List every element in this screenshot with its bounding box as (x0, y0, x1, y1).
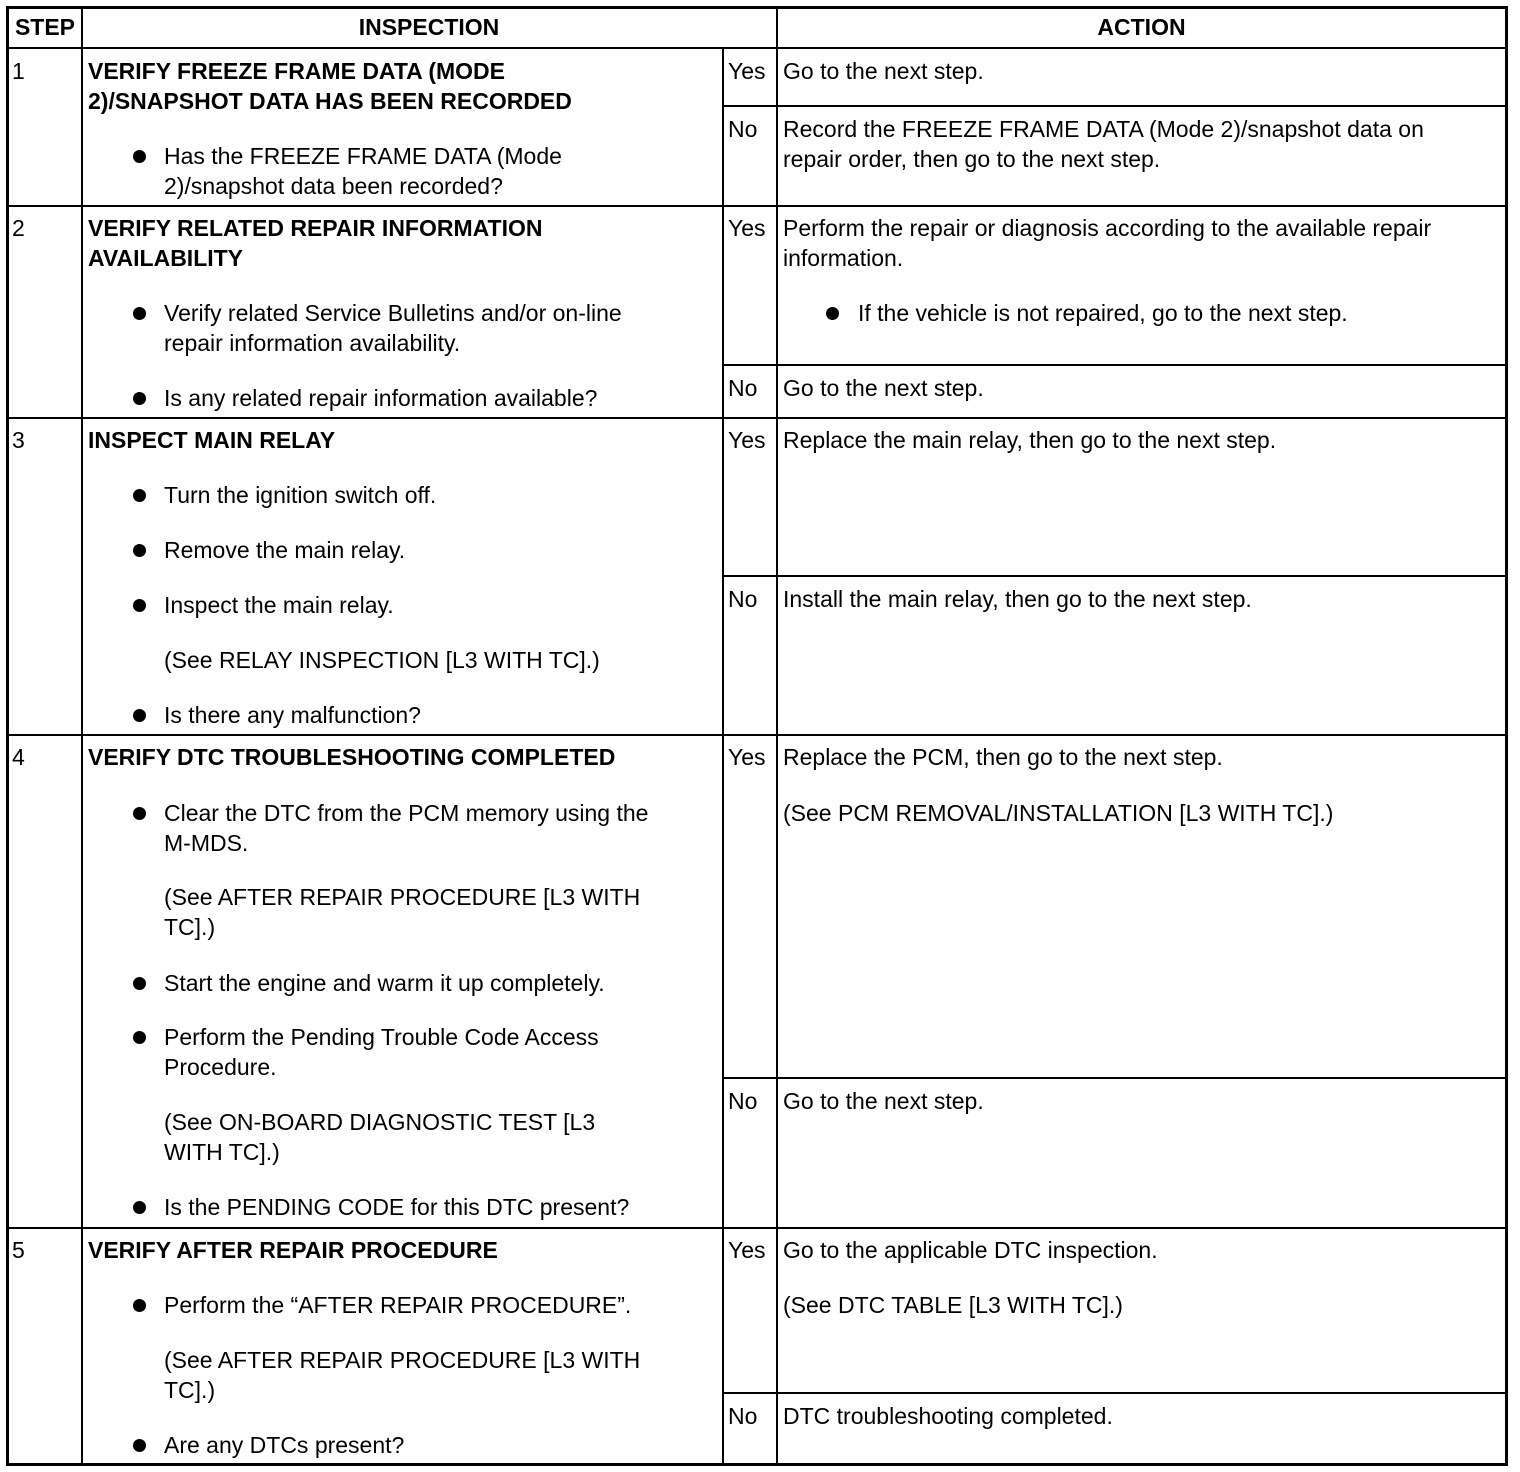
row-divider (7, 1227, 1507, 1229)
no-action: repair order, then go to the next step. (783, 146, 1161, 172)
no-label: No (728, 1088, 758, 1114)
row-divider (7, 205, 1507, 207)
yes-no-divider (722, 575, 1506, 577)
bullet-dot (133, 1439, 146, 1452)
yes-action: information. (783, 245, 904, 271)
header-action: ACTION (1097, 14, 1186, 40)
inspection-item: Has the FREEZE FRAME DATA (Mode (164, 143, 562, 169)
yes-action-note: (See DTC TABLE [L3 WITH TC].) (783, 1292, 1123, 1318)
yes-action: Go to the next step. (783, 58, 984, 84)
inspection-note: (See RELAY INSPECTION [L3 WITH TC].) (164, 647, 600, 673)
step-title: VERIFY RELATED REPAIR INFORMATION (88, 215, 543, 241)
no-label: No (728, 116, 758, 142)
no-label: No (728, 375, 758, 401)
step-column-divider (81, 8, 83, 1465)
inspection-item: Perform the Pending Trouble Code Access (164, 1024, 599, 1050)
header-step: STEP (14, 14, 76, 40)
yes-label: Yes (728, 744, 766, 770)
bullet-dot (133, 150, 146, 163)
bullet-dot (133, 544, 146, 557)
yes-action: Go to the applicable DTC inspection. (783, 1237, 1158, 1263)
step-title: VERIFY AFTER REPAIR PROCEDURE (88, 1237, 498, 1263)
step-title: AVAILABILITY (88, 245, 244, 271)
bullet-dot (133, 307, 146, 320)
header-divider (7, 47, 1507, 49)
row-divider (7, 417, 1507, 419)
inspection-item: Is there any malfunction? (164, 702, 421, 728)
yes-label: Yes (728, 1237, 766, 1263)
step-number: 5 (12, 1237, 25, 1263)
inspection-note: TC].) (164, 914, 216, 940)
bullet-dot (133, 977, 146, 990)
action-column-divider (776, 8, 778, 1465)
inspection-item: Perform the “AFTER REPAIR PROCEDURE”. (164, 1292, 632, 1318)
bullet-dot (133, 392, 146, 405)
inspection-item: Clear the DTC from the PCM memory using the (164, 800, 649, 826)
yes-no-divider (722, 1392, 1506, 1394)
bullet-dot (826, 307, 839, 320)
inspection-item: Turn the ignition switch off. (164, 482, 437, 508)
no-label: No (728, 586, 758, 612)
yes-action: Replace the main relay, then go to the next step. (783, 427, 1277, 453)
no-action: Record the FREEZE FRAME DATA (Mode 2)/snapshot data on (783, 116, 1424, 142)
inspection-item: Is the PENDING CODE for this DTC present? (164, 1194, 630, 1220)
yes-label: Yes (728, 427, 766, 453)
yes-no-divider (722, 105, 1506, 107)
yes-action-bullet: If the vehicle is not repaired, go to the next step. (858, 300, 1348, 326)
inspection-item: Verify related Service Bulletins and/or on-line (164, 300, 622, 326)
bullet-dot (133, 709, 146, 722)
yes-no-divider (722, 364, 1506, 366)
yes-action-note: (See PCM REMOVAL/INSTALLATION [L3 WITH TC].) (783, 800, 1334, 826)
bullet-dot (133, 599, 146, 612)
inspection-item: Inspect the main relay. (164, 592, 394, 618)
no-action: DTC troubleshooting completed. (783, 1403, 1113, 1429)
step-number: 4 (12, 744, 25, 770)
step-title: 2)/SNAPSHOT DATA HAS BEEN RECORDED (88, 88, 572, 114)
row-divider (7, 734, 1507, 736)
inspection-item: Remove the main relay. (164, 537, 406, 563)
inspection-item: Start the engine and warm it up completely. (164, 970, 605, 996)
inspection-item: M-MDS. (164, 830, 249, 856)
inspection-note: TC].) (164, 1377, 216, 1403)
no-action: Install the main relay, then go to the next step. (783, 586, 1252, 612)
step-number: 3 (12, 427, 25, 453)
header-inspection: INSPECTION (358, 14, 500, 40)
step-title: VERIFY DTC TROUBLESHOOTING COMPLETED (88, 744, 616, 770)
step-number: 1 (12, 58, 25, 84)
result-column-divider (722, 47, 724, 1465)
bullet-dot (133, 1201, 146, 1214)
inspection-note: (See ON-BOARD DIAGNOSTIC TEST [L3 (164, 1109, 596, 1135)
yes-action: Perform the repair or diagnosis according to the available repair (783, 215, 1432, 241)
bullet-dot (133, 1299, 146, 1312)
yes-label: Yes (728, 215, 766, 241)
inspection-note: (See AFTER REPAIR PROCEDURE [L3 WITH (164, 1347, 641, 1373)
yes-no-divider (722, 1077, 1506, 1079)
bullet-dot (133, 807, 146, 820)
inspection-item: Is any related repair information available? (164, 385, 598, 411)
step-number: 2 (12, 215, 25, 241)
inspection-item: repair information availability. (164, 330, 461, 356)
step-title: VERIFY FREEZE FRAME DATA (MODE (88, 58, 505, 84)
bullet-dot (133, 1031, 146, 1044)
no-action: Go to the next step. (783, 375, 984, 401)
bullet-dot (133, 489, 146, 502)
inspection-note: (See AFTER REPAIR PROCEDURE [L3 WITH (164, 884, 641, 910)
yes-action: Replace the PCM, then go to the next step. (783, 744, 1223, 770)
inspection-item: Are any DTCs present? (164, 1432, 405, 1458)
yes-label: Yes (728, 58, 766, 84)
step-title: INSPECT MAIN RELAY (88, 427, 336, 453)
no-action: Go to the next step. (783, 1088, 984, 1114)
inspection-item: Procedure. (164, 1054, 277, 1080)
no-label: No (728, 1403, 758, 1429)
inspection-item: 2)/snapshot data been recorded? (164, 173, 503, 199)
inspection-note: WITH TC].) (164, 1139, 280, 1165)
